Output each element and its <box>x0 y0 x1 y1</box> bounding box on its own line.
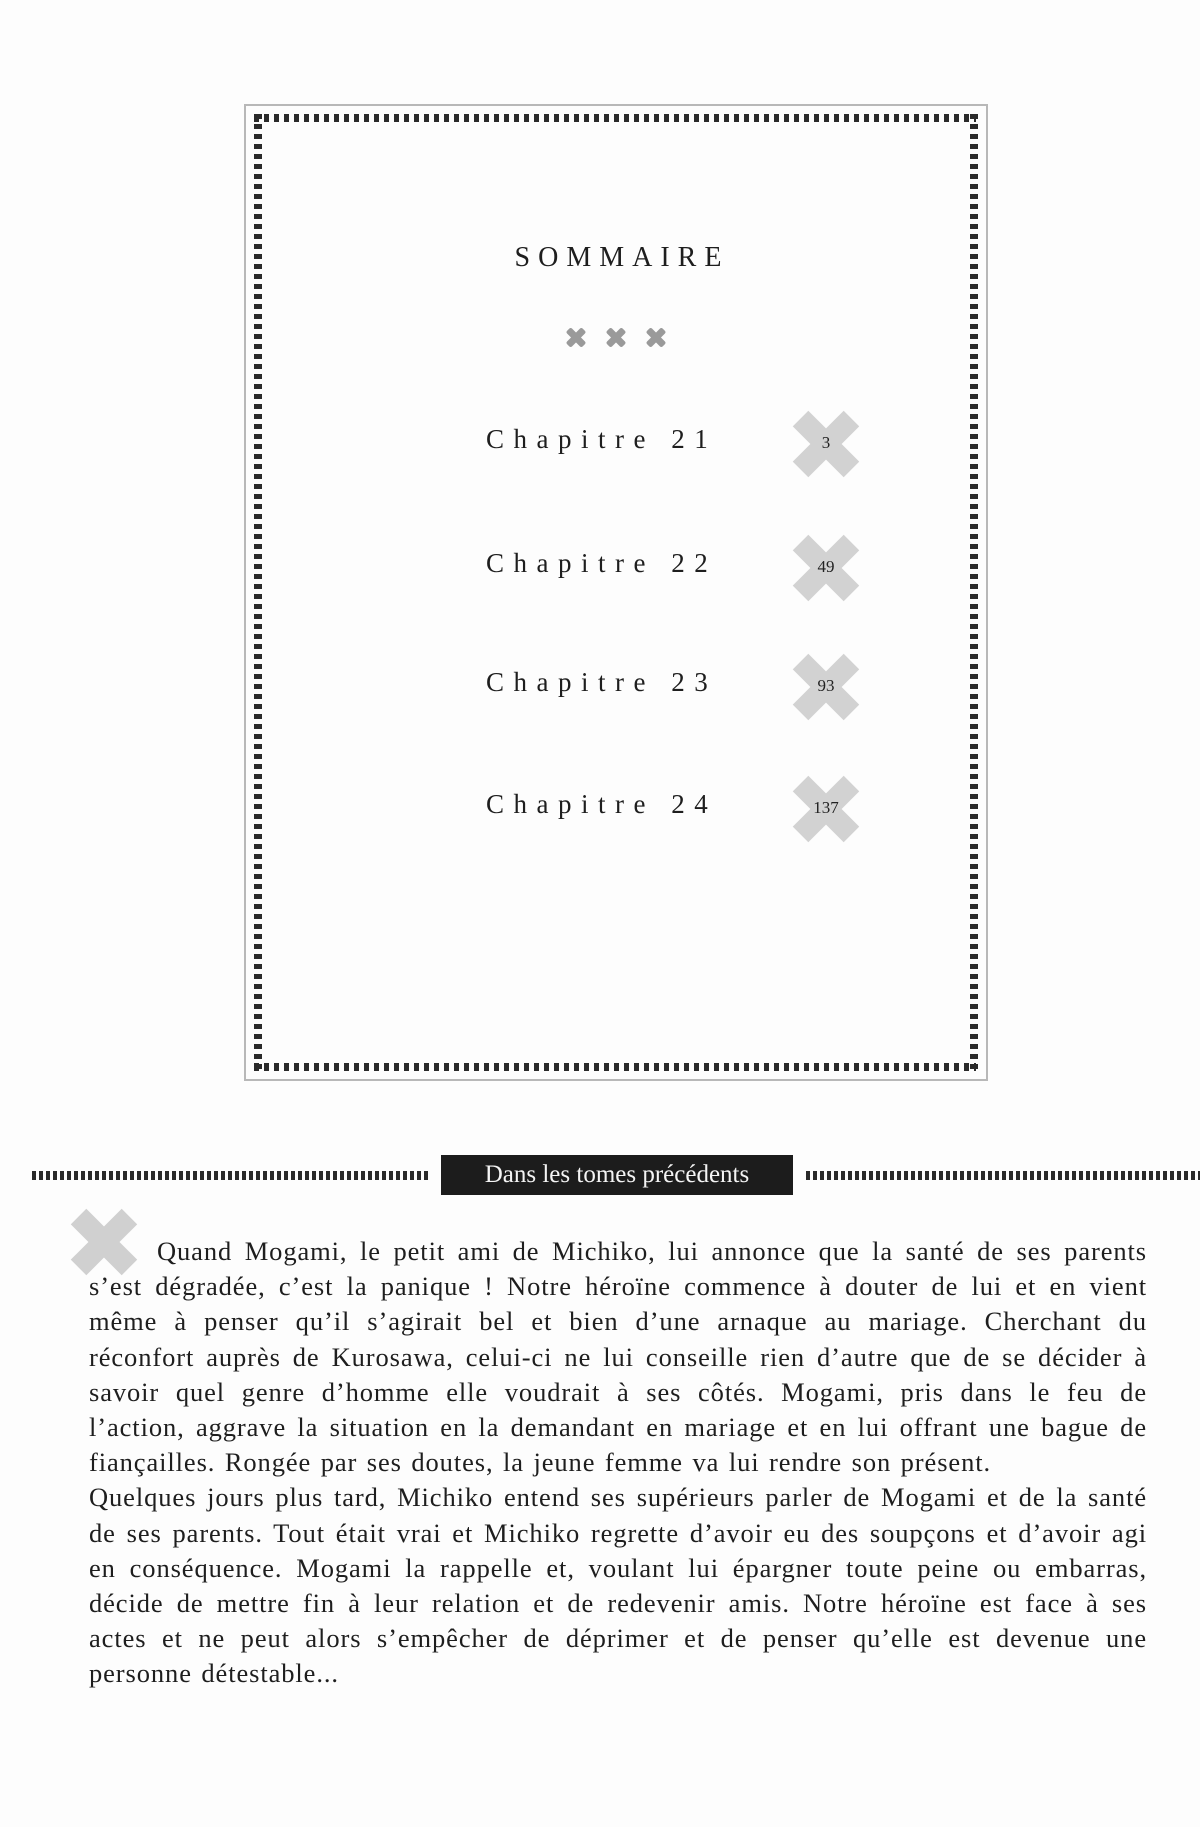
frame-dotted-border-bottom <box>254 1063 976 1071</box>
title-ornament <box>246 326 986 348</box>
chapter-label: Chapitre 22 <box>486 548 718 578</box>
toc-entry[interactable] <box>486 777 906 841</box>
recap-heading: Dans les tomes précédents <box>441 1155 793 1195</box>
toc-entry[interactable] <box>486 536 906 600</box>
cross-x-icon <box>565 326 587 348</box>
page-number: 49 <box>817 557 835 576</box>
page-badge <box>794 777 858 841</box>
frame-dotted-border-top <box>254 114 976 122</box>
chapter-label: Chapitre 23 <box>486 667 718 697</box>
page-badge <box>794 655 858 719</box>
cross-x-icon <box>605 326 627 348</box>
cross-x-icon <box>645 326 667 348</box>
page-badge <box>794 536 858 600</box>
page-number: 93 <box>817 676 835 695</box>
toc-entry[interactable] <box>486 412 906 476</box>
chapter-label: Chapitre 21 <box>486 424 718 454</box>
chapter-label: Chapitre 24 <box>486 789 718 819</box>
page-badge <box>794 412 858 476</box>
page-number: 3 <box>821 433 831 452</box>
banner-dotted-line-left <box>32 1171 430 1180</box>
page-number: 137 <box>813 798 839 817</box>
recap-summary <box>89 1234 1147 1692</box>
toc-frame <box>244 104 988 1081</box>
toc-title: SOMMAIRE <box>514 242 730 273</box>
summary-paragraph: Quand Mogami, le petit ami de Michiko, lui annonce que la santé de ses parents s’est dégradée, c’est la panique ! Notre héroïne commence à douter de lui et en vient même à penser qu’il s’agirait bel et bien d’une arnaque au mariage. Cherchant du réconfort auprès de Kurosawa, celui-ci ne lui conseille rien d’autre que de se décider à savoir quel genre d’homme elle voudrait à ses côtés. Mogami, pris dans le feu de l’action, aggrave la situation en la demandant en mariage et en lui offrant une bague de fiançailles. Rongée par ses doutes, la jeune femme va lui rendre son présent. <box>89 1236 1147 1478</box>
banner-dotted-line-right <box>806 1171 1200 1180</box>
summary-paragraph: Quelques jours plus tard, Michiko entend ses supérieurs parler de Mogami et de la santé de ses parents. Tout était vrai et Michiko regrette d’avoir eu des soupçons et d’avoir agi en conséquence. Mogami la rappelle et, voulant lui épargner toute peine ou embarras, décide de mettre fin à leur relation et de redevenir amis. Notre héroïne est face à ses actes et ne peut alors s’empêcher de déprimer et de penser qu’elle est devenue une personne détestable... <box>89 1482 1147 1689</box>
toc-entry[interactable] <box>486 655 906 719</box>
